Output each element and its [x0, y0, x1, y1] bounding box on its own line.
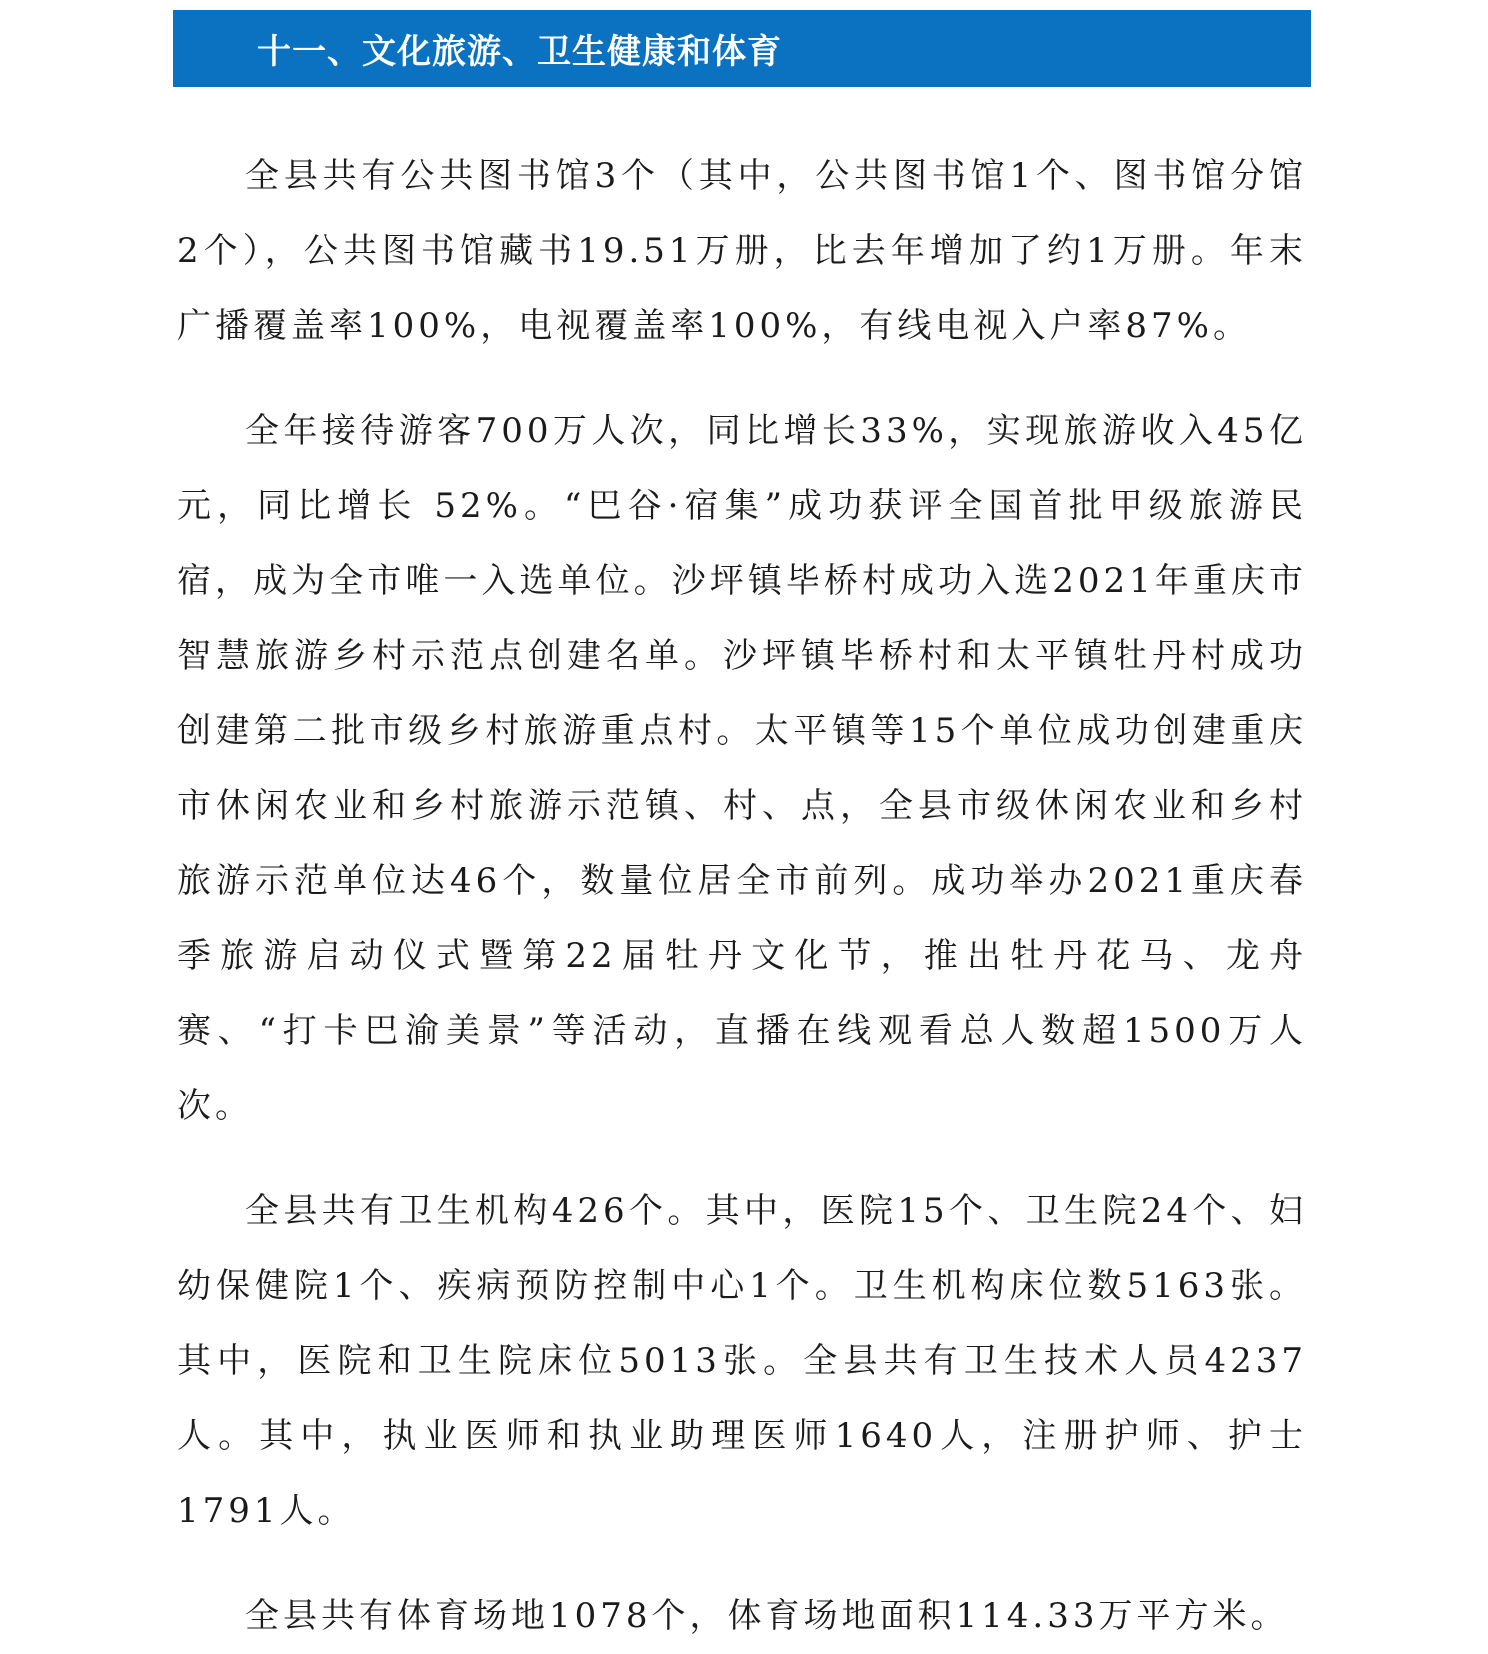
- paragraph-sports: 全县共有体育场地1078个，体育场地面积114.33万平方米。: [245, 1596, 1289, 1636]
- document-page: [173, 10, 1311, 1654]
- section-title: 十一、文化旅游、卫生健康和体育: [257, 32, 782, 72]
- document-body: [173, 139, 1311, 1654]
- paragraph-health: 全县共有卫生机构426个。其中，医院15个、卫生院24个、妇幼保健院1个、疾病预防控制中心1个。卫生机构床位数5163张。其中，医院和卫生院床位5013张。全县共有卫生技术人员4237人。其中，执业医师和执业助理医师1640人，注册护师、护士1791人。: [177, 1191, 1307, 1531]
- section-header-bar: [173, 10, 1311, 87]
- paragraph-tourism: 全年接待游客700万人次，同比增长33%，实现旅游收入45亿元，同比增长 52%。“巴谷·宿集”成功获评全国首批甲级旅游民宿，成为全市唯一入选单位。沙坪镇毕桥村成功入选2021年重庆市智慧旅游乡村示范点创建名单。沙坪镇毕桥村和太平镇牡丹村成功创建第二批市级乡村旅游重点村。太平镇等15个单位成功创建重庆市休闲农业和乡村旅游示范镇、村、点，全县市级休闲农业和乡村旅游示范单位达46个，数量位居全市前列。成功举办2021重庆春季旅游启动仪式暨第22届牡丹文化节，推出牡丹花马、龙舟赛、“打卡巴渝美景”等活动，直播在线观看总人数超1500万人次。: [177, 411, 1307, 1126]
- paragraph-culture: 全县共有公共图书馆3个（其中，公共图书馆1个、图书馆分馆2个），公共图书馆藏书19.51万册，比去年增加了约1万册。年末广播覆盖率100%，电视覆盖率100%，有线电视入户率87%。: [177, 156, 1307, 346]
